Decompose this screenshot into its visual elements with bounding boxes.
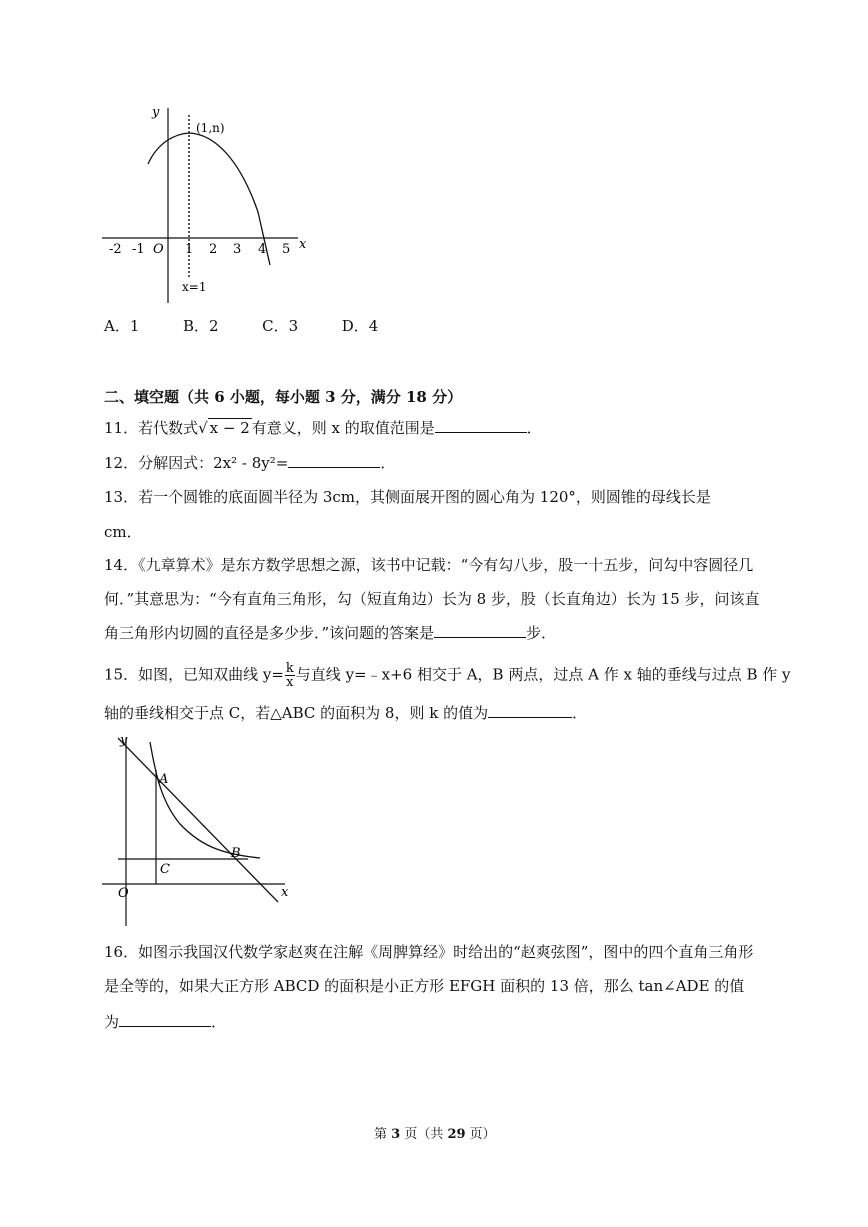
question-15-line1: 15．如图，已知双曲线 y= $\frac{k}{x}$ 与直线 y=﹣x+6 相交于 A，B 两点，过点 A 作 x 轴的垂线与过点 B 作 y bbox=[104, 661, 791, 690]
answer-blank bbox=[119, 1012, 211, 1027]
answer-blank bbox=[488, 703, 572, 718]
question-11: 11．若代数式√ x − 2 有意义，则 x 的取值范围是 ． bbox=[104, 419, 542, 437]
tick-label: 5 bbox=[282, 242, 291, 257]
question-13-line2: cm． bbox=[104, 523, 142, 541]
tick-label: -1 bbox=[132, 242, 145, 257]
tick-label: 2 bbox=[209, 242, 218, 257]
tick-label: -2 bbox=[109, 242, 122, 257]
question-14-line1: 14．《九章算术》是东方数学思想之源，该书中记载：“今有勾八步，股一十五步，问勾中容圆径几 bbox=[104, 556, 754, 574]
question-14-line3: 角三角形内切圆的直径是多少步．”该问题的答案是 步． bbox=[104, 624, 557, 642]
option-b: B．2 bbox=[182, 317, 219, 335]
vertex-label: (1,n) bbox=[196, 121, 225, 135]
tick-label: 1 bbox=[185, 242, 194, 257]
question-14-line2: 何．”其意思为：“今有直角三角形，勾（短直角边）长为 8 步，股（长直角边）长为 15 步，问该直 bbox=[104, 590, 760, 608]
point-c-label: C bbox=[160, 862, 170, 877]
y-axis-label: y bbox=[120, 733, 128, 748]
question-15-line2: 轴的垂线相交于点 C，若△ABC 的面积为 8，则 k 的值为 ． bbox=[104, 704, 588, 722]
origin-label: O bbox=[153, 242, 164, 257]
question-13-line1: 13．若一个圆锥的底面圆半径为 3cm，其侧面展开图的圆心角为 120°，则圆锥的母线长是 bbox=[104, 488, 711, 506]
x-axis-label: x bbox=[281, 885, 289, 900]
total-pages: 29 bbox=[447, 1127, 466, 1142]
tick-label: 3 bbox=[233, 242, 242, 257]
option-c: C．3 bbox=[262, 317, 299, 335]
hyperbola-figure bbox=[100, 730, 300, 930]
line-y-neg-x-plus-6 bbox=[118, 738, 278, 902]
question-16-line1: 16．如图示我国汉代数学家赵爽在注解《周脾算经》时给出的“赵爽弦图”，图中的四个直角三角形 bbox=[104, 943, 754, 961]
parabola-figure bbox=[100, 100, 315, 305]
sqrt-expression: √ x − 2 bbox=[198, 419, 250, 437]
tick-label: 4 bbox=[258, 242, 267, 257]
question-16-line2: 是全等的，如果大正方形 ABCD 的面积是小正方形 EFGH 面积的 13 倍，那么 tan∠ADE 的值 bbox=[104, 977, 745, 995]
question-16-line3: 为 ． bbox=[104, 1013, 227, 1031]
answer-blank bbox=[288, 453, 380, 468]
origin-label: O bbox=[118, 886, 129, 901]
fraction-k-over-x: $\frac{k}{x}$ bbox=[285, 661, 294, 690]
question-12: 12．分解因式：2x² - 8y²= ． bbox=[104, 454, 396, 472]
page-footer: 第 3 页（共 29 页） bbox=[374, 1127, 496, 1142]
answer-blank bbox=[434, 623, 526, 638]
y-axis-label: y bbox=[152, 105, 160, 120]
axis-line-label: x=1 bbox=[182, 280, 207, 294]
option-d: D．4 bbox=[341, 317, 379, 335]
q10-options bbox=[104, 316, 378, 336]
x-axis-label: x bbox=[299, 237, 307, 252]
point-b-label: B bbox=[231, 846, 241, 861]
point-a-label: A bbox=[159, 772, 169, 787]
hyperbola-curve bbox=[150, 742, 260, 858]
current-page: 3 bbox=[391, 1127, 401, 1142]
answer-blank bbox=[435, 418, 527, 433]
option-a: A．1 bbox=[104, 317, 140, 335]
section-title: 二、填空题（共 6 小题，每小题 3 分，满分 18 分） bbox=[104, 388, 463, 406]
